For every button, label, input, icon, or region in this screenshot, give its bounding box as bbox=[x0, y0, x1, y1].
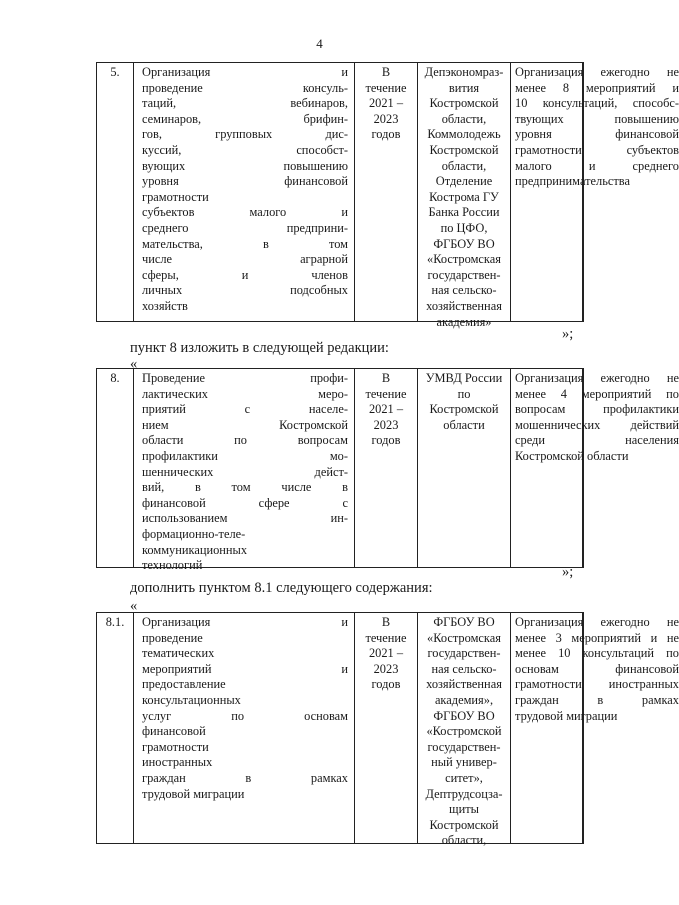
text-line: приятий с населе- bbox=[142, 402, 348, 417]
text-line: финансовой bbox=[142, 724, 206, 739]
text-line: услуг по основам bbox=[142, 708, 348, 723]
text-line: ситет», bbox=[445, 770, 483, 785]
text-line: годов bbox=[371, 677, 401, 692]
text-line: 2023 bbox=[373, 661, 399, 676]
text-line: Дептрудсоцза- bbox=[425, 786, 503, 801]
text-line: Коммолодежь bbox=[427, 127, 501, 142]
text-line: Кострома ГУ bbox=[429, 189, 499, 204]
text-line: коммуникационных bbox=[142, 542, 248, 557]
text-line: 2021 – bbox=[368, 646, 404, 661]
text-line: 2021 – bbox=[368, 96, 404, 111]
text-line: государствен- bbox=[427, 267, 501, 282]
measure-indicator bbox=[515, 63, 679, 321]
text-line: ный универ- bbox=[431, 755, 497, 770]
text-line: 2023 bbox=[373, 111, 399, 126]
text-line: грамотности bbox=[142, 739, 209, 754]
text-line: хозяйственная bbox=[426, 677, 502, 692]
text-line: грамотности иностранных bbox=[515, 677, 679, 692]
row-number: 8.1. bbox=[105, 615, 125, 629]
text-line: мероприятий и bbox=[142, 661, 348, 676]
text-line: основам финансовой bbox=[515, 661, 679, 676]
text-line: менее 4 мероприятий по bbox=[515, 386, 679, 401]
row-number: 5. bbox=[110, 65, 120, 79]
text-line: Костромской bbox=[429, 142, 499, 157]
text-line: В bbox=[381, 615, 391, 629]
text-line: области, bbox=[441, 158, 487, 173]
opening-quote: « bbox=[130, 598, 138, 614]
text-line: лактических меро- bbox=[142, 386, 348, 401]
text-line: УМВД России bbox=[425, 371, 503, 385]
text-line: числе аграрной bbox=[142, 252, 348, 267]
text-line: личных подсобных bbox=[142, 283, 348, 298]
text-line: твующих повышению bbox=[515, 111, 679, 126]
text-line: проведение bbox=[142, 630, 203, 645]
row-number: 8. bbox=[110, 371, 120, 385]
page-number: 4 bbox=[316, 36, 323, 51]
text-line: менее 10 консультаций по bbox=[515, 646, 679, 661]
text-line: государствен- bbox=[427, 646, 501, 661]
text-line: среди населения bbox=[515, 433, 679, 448]
table-row-8 bbox=[96, 368, 679, 573]
text-line: менее 8 мероприятий и bbox=[515, 80, 679, 95]
text-line: годов bbox=[371, 433, 401, 448]
text-line: шеннических дейст- bbox=[142, 464, 348, 479]
text-line: трудовой миграции bbox=[515, 708, 618, 723]
text-line: нием Костромской bbox=[142, 417, 348, 432]
text-line: течение bbox=[365, 80, 407, 95]
text-line: по ЦФО, bbox=[440, 220, 488, 235]
text-line: Костромской bbox=[429, 96, 499, 111]
text-line: ная сельско- bbox=[431, 283, 497, 298]
text-line: уровня финансовой bbox=[142, 174, 348, 189]
closing-quote: »; bbox=[562, 564, 574, 580]
text-line: В bbox=[381, 371, 391, 385]
measure-executor bbox=[417, 613, 511, 848]
table-row-5 bbox=[96, 62, 679, 329]
text-line: 2021 – bbox=[368, 402, 404, 417]
text-line: Организация ежегодно не bbox=[515, 615, 679, 629]
text-line: области, bbox=[441, 111, 487, 126]
closing-quote: »; bbox=[562, 326, 574, 342]
text-line: профилактики мо- bbox=[142, 448, 348, 463]
measure-indicator bbox=[515, 369, 679, 567]
table-row-8-1 bbox=[96, 612, 679, 848]
text-line: академия» bbox=[436, 314, 492, 329]
text-line: области по вопросам bbox=[142, 433, 348, 448]
text-line: технологий bbox=[142, 558, 203, 573]
text-line: мошеннических действий bbox=[515, 417, 679, 432]
text-line: «Костромской bbox=[426, 724, 502, 739]
text-line: «Костромская bbox=[427, 630, 501, 645]
text-line: Организация и bbox=[142, 615, 348, 629]
text-line: Организация ежегодно не bbox=[515, 65, 679, 79]
opening-quote: « bbox=[130, 356, 138, 372]
measure-description bbox=[133, 369, 355, 573]
measure-indicator bbox=[515, 613, 679, 843]
text-line: семинаров, брифин- bbox=[142, 111, 348, 126]
measure-description bbox=[133, 63, 355, 321]
text-line: хозяйств bbox=[142, 298, 188, 313]
text-line: иностранных bbox=[142, 755, 213, 770]
text-line: консультационных bbox=[142, 692, 241, 707]
text-line: ФГБОУ ВО bbox=[433, 708, 495, 723]
text-line: 10 консультаций, способс- bbox=[515, 96, 679, 111]
measure-executor bbox=[417, 369, 511, 567]
measure-term bbox=[355, 369, 417, 567]
text-line: вития bbox=[448, 80, 480, 95]
text-line: течение bbox=[365, 386, 407, 401]
text-line: Костромской bbox=[429, 817, 499, 832]
text-line: вующих повышению bbox=[142, 158, 348, 173]
text-line: гов, групповых дис- bbox=[142, 127, 348, 142]
text-line: тематических bbox=[142, 646, 215, 661]
text-line: Костромской области bbox=[515, 448, 629, 463]
text-line: ФГБОУ ВО bbox=[433, 236, 495, 251]
measure-executor bbox=[417, 63, 511, 329]
text-line: граждан в рамках bbox=[515, 692, 679, 707]
text-line: годов bbox=[371, 127, 401, 142]
text-line: формационно-теле- bbox=[142, 526, 246, 541]
text-line: граждан в рамках bbox=[142, 770, 348, 785]
text-line: течение bbox=[365, 630, 407, 645]
amendment-text-1: пункт 8 изложить в следующей редакции: bbox=[130, 340, 389, 356]
text-line: ФГБОУ ВО bbox=[433, 615, 495, 629]
text-line: предоставление bbox=[142, 677, 226, 692]
text-line: менее 3 мероприятий и не bbox=[515, 630, 679, 645]
text-line: малого и среднего bbox=[515, 158, 679, 173]
text-line: грамотности субъектов bbox=[515, 142, 679, 157]
text-line: по bbox=[457, 386, 471, 401]
text-line: хозяйственная bbox=[426, 298, 502, 313]
amendment-text-2: дополнить пунктом 8.1 следующего содержания: bbox=[130, 580, 433, 596]
text-line: мательства, в том bbox=[142, 236, 348, 251]
text-line: Костромской bbox=[429, 402, 499, 417]
text-line: трудовой миграции bbox=[142, 786, 245, 801]
text-line: Организация и bbox=[142, 65, 348, 79]
measure-term bbox=[355, 613, 417, 843]
text-line: Организация ежегодно не bbox=[515, 371, 679, 385]
text-line: грамотности bbox=[142, 189, 209, 204]
text-line: использованием ин- bbox=[142, 511, 348, 526]
text-line: предпринимательства bbox=[515, 174, 630, 189]
text-line: среднего предприни- bbox=[142, 220, 348, 235]
text-line: вий, в том числе в bbox=[142, 480, 348, 495]
text-line: проведение консуль- bbox=[142, 80, 348, 95]
text-line: Проведение профи- bbox=[142, 371, 348, 385]
text-line: «Костромская bbox=[427, 252, 501, 267]
text-line: Банка России bbox=[428, 205, 500, 220]
text-line: области bbox=[443, 417, 485, 432]
text-line: области, bbox=[441, 833, 487, 848]
text-line: субъектов малого и bbox=[142, 205, 348, 220]
text-line: вопросам профилактики bbox=[515, 402, 679, 417]
text-line: уровня финансовой bbox=[515, 127, 679, 142]
measure-term bbox=[355, 63, 417, 321]
text-line: финансовой сфере с bbox=[142, 495, 348, 510]
text-line: куссий, способст- bbox=[142, 142, 348, 157]
text-line: академия», bbox=[434, 692, 494, 707]
text-line: 2023 bbox=[373, 417, 399, 432]
text-line: Депэкономраз- bbox=[424, 65, 504, 79]
text-line: государствен- bbox=[427, 739, 501, 754]
measure-description bbox=[133, 613, 355, 843]
text-line: таций, вебинаров, bbox=[142, 96, 348, 111]
text-line: щиты bbox=[449, 802, 479, 817]
text-line: ная сельско- bbox=[431, 661, 497, 676]
text-line: В bbox=[381, 65, 391, 79]
text-line: сферы, и членов bbox=[142, 267, 348, 282]
text-line: Отделение bbox=[435, 174, 493, 189]
